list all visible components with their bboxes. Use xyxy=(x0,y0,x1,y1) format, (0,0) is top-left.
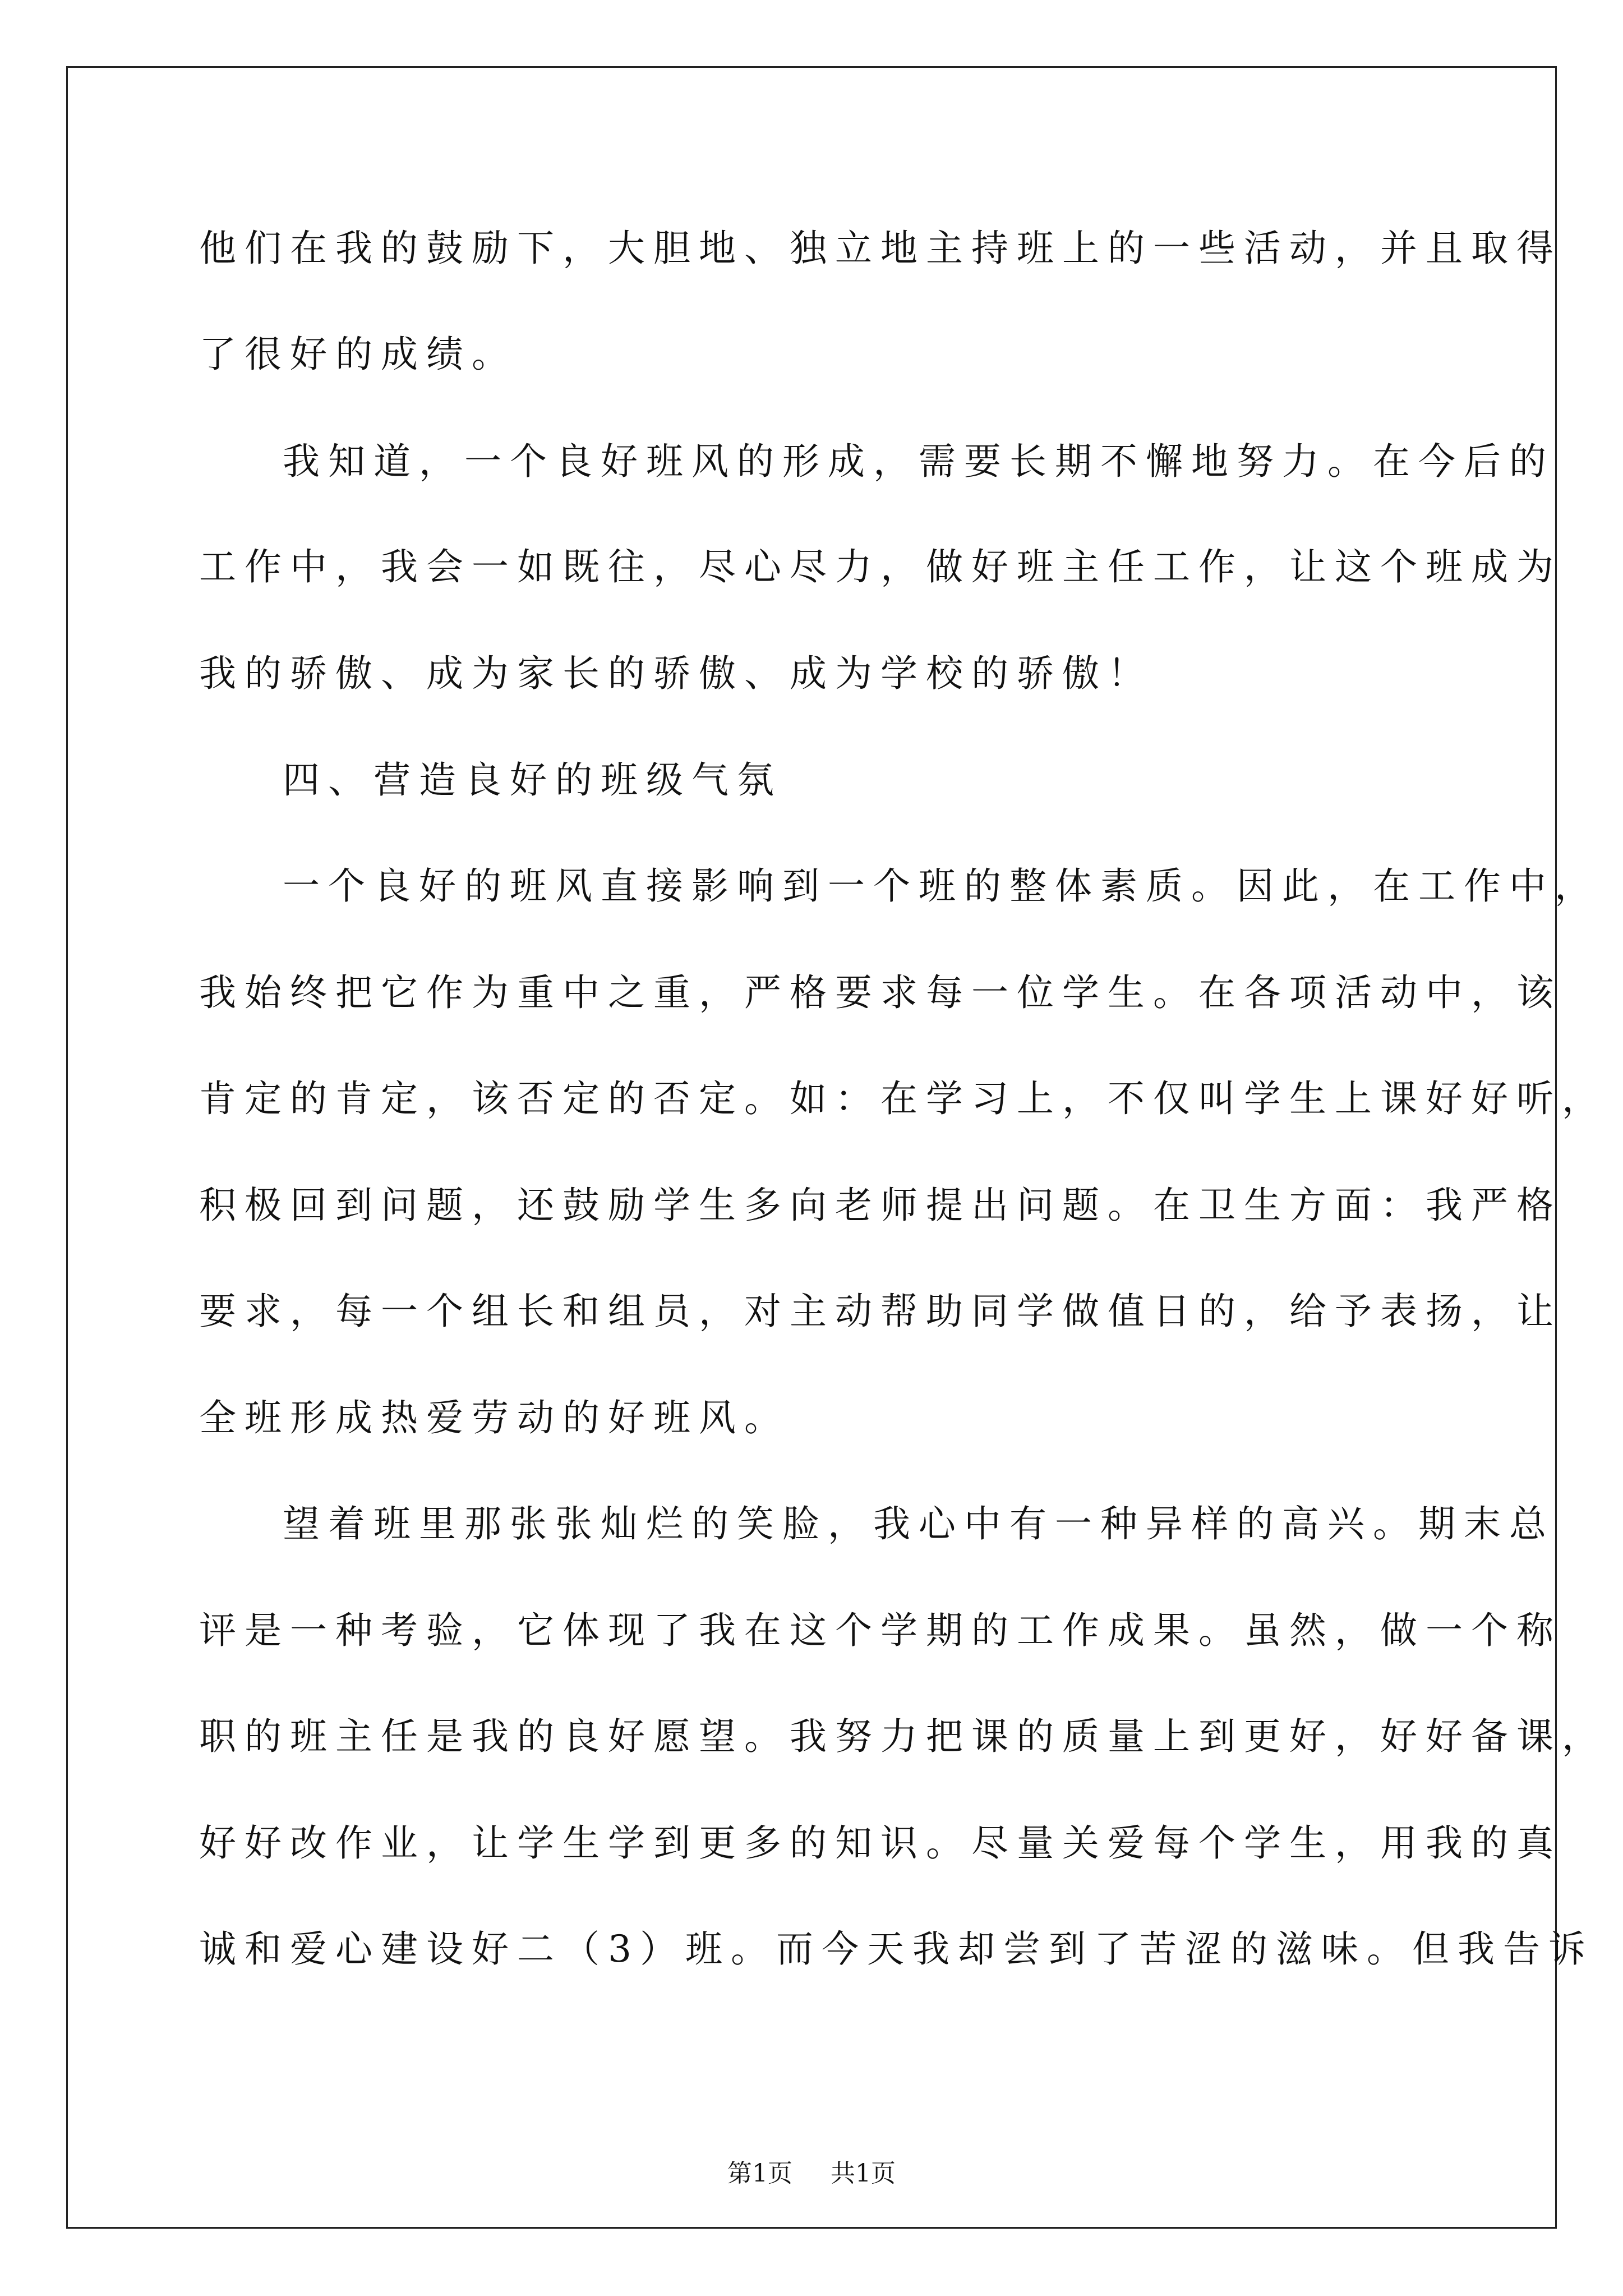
text-line: 我的骄傲、成为家长的骄傲、成为学校的骄傲！ xyxy=(199,652,1153,695)
text-line: 诚和爱心建设好二（3）班。而今天我却尝到了苦涩的滋味。但我告诉 xyxy=(199,1927,1594,1971)
text-line: 一个良好的班风直接影响到一个班的整体素质。因此，在工作中， xyxy=(283,864,1600,908)
text-line: 了很好的成绩。 xyxy=(199,333,517,376)
text-line: 工作中，我会一如既往，尽心尽力，做好班主任工作，让这个班成为 xyxy=(199,545,1562,588)
page-footer xyxy=(0,2161,1623,2186)
text-line: 我始终把它作为重中之重，严格要求每一位学生。在各项活动中，该 xyxy=(199,971,1562,1014)
text-line: 望着班里那张张灿烂的笑脸，我心中有一种异样的高兴。期末总 xyxy=(283,1502,1555,1545)
text-line: 职的班主任是我的良好愿望。我努力把课的质量上到更好，好好备课， xyxy=(199,1715,1607,1758)
text-line: 全班形成热爱劳动的好班风。 xyxy=(199,1396,790,1439)
text-line: 要求，每一个组长和组员，对主动帮助同学做值日的，给予表扬，让 xyxy=(199,1290,1562,1333)
page-border xyxy=(66,66,1557,2229)
section-heading: 四、营造良好的班级气氛 xyxy=(283,758,782,802)
page-number: 第1页 xyxy=(727,2159,792,2188)
text-line: 评是一种考验，它体现了我在这个学期的工作成果。虽然，做一个称 xyxy=(199,1609,1562,1652)
text-line: 我知道，一个良好班风的形成，需要长期不懈地努力。在今后的 xyxy=(283,440,1555,483)
text-line: 好好改作业，让学生学到更多的知识。尽量关爱每个学生，用我的真 xyxy=(199,1821,1562,1865)
text-line: 他们在我的鼓励下，大胆地、独立地主持班上的一些活动，并且取得 xyxy=(199,227,1562,270)
page-total: 共1页 xyxy=(831,2159,896,2188)
text-line: 肯定的肯定，该否定的否定。如：在学习上，不仅叫学生上课好好听， xyxy=(199,1077,1607,1120)
text-line: 积极回到问题，还鼓励学生多向老师提出问题。在卫生方面：我严格 xyxy=(199,1184,1562,1227)
